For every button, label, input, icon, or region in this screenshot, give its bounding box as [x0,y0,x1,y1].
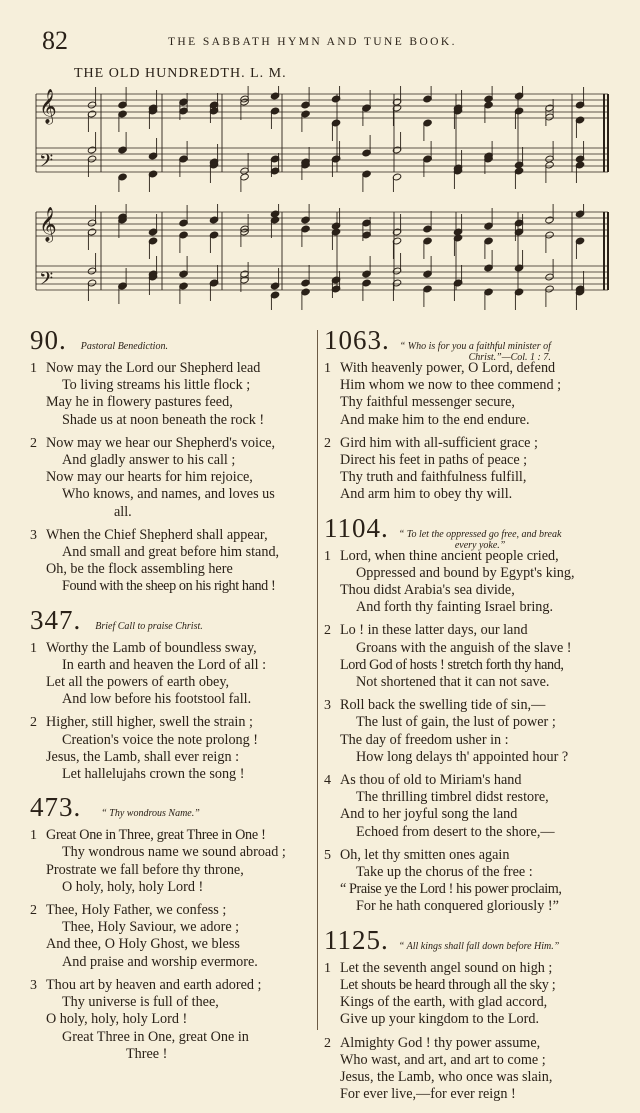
stanza [324,622,610,691]
verse-line: And low before his footstool fall. [62,691,252,708]
stanza [324,960,610,1029]
page-header [40,26,610,56]
verse-line: And thee, O Holy Ghost, we bless [46,936,240,953]
verse-line: Thou art by heaven and earth adored ; [46,976,262,993]
verse-line: The lust of gain, the lust of power ; [356,714,556,731]
verse-line: Who knows, and names, and loves us [62,486,275,503]
verse-line: Thy faithful messenger secure, [340,394,515,411]
hymn [30,606,330,784]
verse-line: And forth thy fainting Israel bring. [356,599,554,616]
verse-line: Who wast, and art, and art to come ; [340,1051,546,1068]
verse-line: The thrilling timbrel didst restore, [356,789,549,806]
hymn-caption: “ Thy wondrous Name.” [101,808,200,820]
stanza-number: 1 [324,548,331,564]
stanza [30,527,330,596]
verse-line: Creation's voice the note prolong ! [62,731,259,748]
verse-line: Let shouts be heard through all the sky ; [340,976,556,993]
verse-line: Now may the Lord our Shepherd lead [46,360,261,376]
verse-line: Jesus, the Lamb, shall ever reign : [46,748,240,765]
verse-line: Roll back the swelling tide of sin,— [340,697,546,714]
hymn [30,793,330,1063]
stanza-number: 4 [324,773,331,789]
stanza [30,827,330,896]
stanza [30,640,330,709]
verse-line: Found with the sheep on his right hand ! [62,578,276,595]
hymn-number: 1063. [324,325,390,355]
hymn-number: 1104. [324,512,389,543]
verse-line: Oh, let thy smitten ones again [340,846,510,863]
verse-line: Thee, Holy Saviour, we adore ; [62,919,240,936]
hymn-number: 1125. [324,924,389,955]
verse-line: Oh, be the flock assembling here [46,561,233,578]
verse-line: Almighty God ! thy power assume, [340,1034,541,1051]
verse-line: May he in flowery pastures feed, [46,394,233,411]
verse-line: O holy, holy, holy Lord ! [46,1011,188,1028]
verse-line: Thy wondrous name we sound abroad ; [62,844,286,861]
verse-line: Direct his feet in paths of peace ; [340,452,528,469]
verse-line: For ever live,—for ever reign ! [340,1086,516,1103]
tune-title: THE OLD HUNDREDTH. L. M. [74,66,287,81]
score-svg-1 [32,86,612,192]
treble-clef: 𝄞 [39,207,57,242]
verse-line: Prostrate we fall before thy throne, [46,861,244,878]
hymn-number: 347. [30,604,82,635]
stanza [30,977,330,1063]
stanza [30,360,330,429]
verse-line: all. [114,503,132,520]
verse-line: For he hath conquered gloriously !” [356,898,559,915]
verse-line: Give up your kingdom to the Lord. [340,1011,539,1028]
verse-line: Now may we hear our Shepherd's voice, [46,434,276,451]
verse-line: How long delays th' appointed hour ? [356,748,569,765]
verse-line: Thy truth and faithfulness fulfill, [340,469,527,486]
verse-line: Three ! [126,1045,168,1062]
verse-line: Thou didst Arabia's sea divide, [340,582,515,599]
book-title: THE SABBATH HYMN AND TUNE BOOK. [168,36,457,48]
stanza-number: 2 [30,903,37,919]
music-system-2 [32,204,612,310]
treble-clef: 𝄞 [39,89,57,124]
hymn [30,326,330,596]
stanza [30,435,330,521]
verse-line: And make him to the end endure. [340,411,530,428]
verse-line: Higher, still higher, swell the strain ; [46,714,253,731]
caption-line: “ Who is for you a faithful minister of [399,341,551,352]
bass-clef: 𝄢 [39,269,54,294]
verse-line: Thee, Holy Father, we confess ; [46,902,227,919]
hymn-number: 90. [30,325,67,355]
caption-line: “ To let the oppressed go free, and break [398,528,562,540]
hymn-column-left [30,326,330,1073]
music-system-1 [32,86,612,192]
stanza-number: 2 [324,1035,331,1051]
verse-line: Echoed from desert to the shore,— [356,823,555,840]
hymn-column-right [324,326,610,1113]
stanza-number: 3 [30,977,37,993]
verse-line: And praise and worship evermore. [62,953,258,970]
stanza-number: 5 [324,847,331,863]
verse-line: Kings of the earth, with glad accord, [340,994,548,1011]
verse-line: Worthy the Lamb of boundless sway, [46,639,257,656]
stanza [324,772,610,841]
verse-line: Take up the chorus of the free : [356,864,533,881]
hymn-caption: “ All kings shall fall down before Him.” [398,940,560,952]
verse-line: Lord, when thine ancient people cried, [340,547,559,564]
verse-line: Now may our hearts for him rejoice, [46,469,253,486]
hymn-number: 473. [30,792,82,823]
stanza-number: 1 [324,960,331,976]
stanza-number: 2 [30,715,37,731]
caption-line: Christ.”—Col. 1 : 7. [468,352,551,363]
stanza-number: 1 [324,361,331,376]
hymn [324,514,610,916]
stanza-number: 1 [30,828,37,844]
stanza [324,435,610,504]
bass-clef: 𝄢 [39,151,54,176]
verse-line: When the Chief Shepherd shall appear, [46,526,268,543]
verse-line: With heavenly power, O Lord, defend [340,360,556,376]
verse-line: O holy, holy, holy Lord ! [62,878,204,895]
hymn [324,326,610,504]
caption-line: every yoke.” [454,539,506,551]
stanza-number: 2 [324,435,331,451]
verse-line: Groans with the anguish of the slave ! [356,639,572,656]
verse-line: As thou of old to Miriam's hand [340,772,522,789]
page-number: 82 [42,26,68,55]
verse-line: And arm him to obey thy will. [340,486,513,503]
verse-line: Not shortened that it can not save. [356,674,550,691]
verse-line: The day of freedom usher in : [340,731,509,748]
stanza-number: 3 [324,698,331,714]
hymn [324,926,610,1104]
verse-line: Shade us at noon beneath the rock ! [62,411,265,428]
stanza [30,714,330,783]
hymn-caption: Pastoral Benediction. [80,341,168,352]
verse-line: Gird him with all-sufficient grace ; [340,434,538,451]
verse-line: Lord God of hosts ! stretch forth thy hand, [340,656,564,673]
stanza-number: 3 [30,527,37,543]
verse-line: Jesus, the Lamb, who once was slain, [340,1068,553,1085]
verse-line: Him whom we now to thee commend ; [340,377,562,394]
verse-line: Thy universe is full of thee, [62,994,219,1011]
verse-line: Great Three in One, great One in [62,1028,249,1045]
verse-line: Let all the powers of earth obey, [46,674,230,691]
stanza [324,360,610,429]
hymn-caption: Brief Call to praise Christ. [95,620,203,632]
verse-line: “ Praise ye the Lord ! his power proclaim, [340,881,562,898]
stanza [324,847,610,916]
verse-line: In earth and heaven the Lord of all : [62,656,267,673]
stanza-number: 2 [324,623,331,639]
stanza-number: 1 [30,640,37,656]
verse-line: Lo ! in these latter days, our land [340,622,528,639]
stanza [324,548,610,617]
stanza [324,1035,610,1104]
verse-line: And to her joyful song the land [340,806,518,823]
verse-line: Let the seventh angel sound on high ; [340,959,553,976]
verse-line: Let hallelujahs crown the song ! [62,766,245,783]
verse-line: Oppressed and bound by Egypt's king, [356,564,575,581]
stanza-number: 2 [30,435,37,451]
column-divider [317,330,318,1030]
stanza [30,902,330,971]
verse-line: To living streams his little flock ; [62,377,251,394]
verse-line: And small and great before him stand, [62,544,280,561]
score-svg-2 [32,204,612,310]
stanza-number: 1 [30,361,37,376]
verse-line: And gladly answer to his call ; [62,452,236,469]
verse-line: Great One in Three, great Three in One ! [46,827,266,844]
stanza [324,697,610,766]
